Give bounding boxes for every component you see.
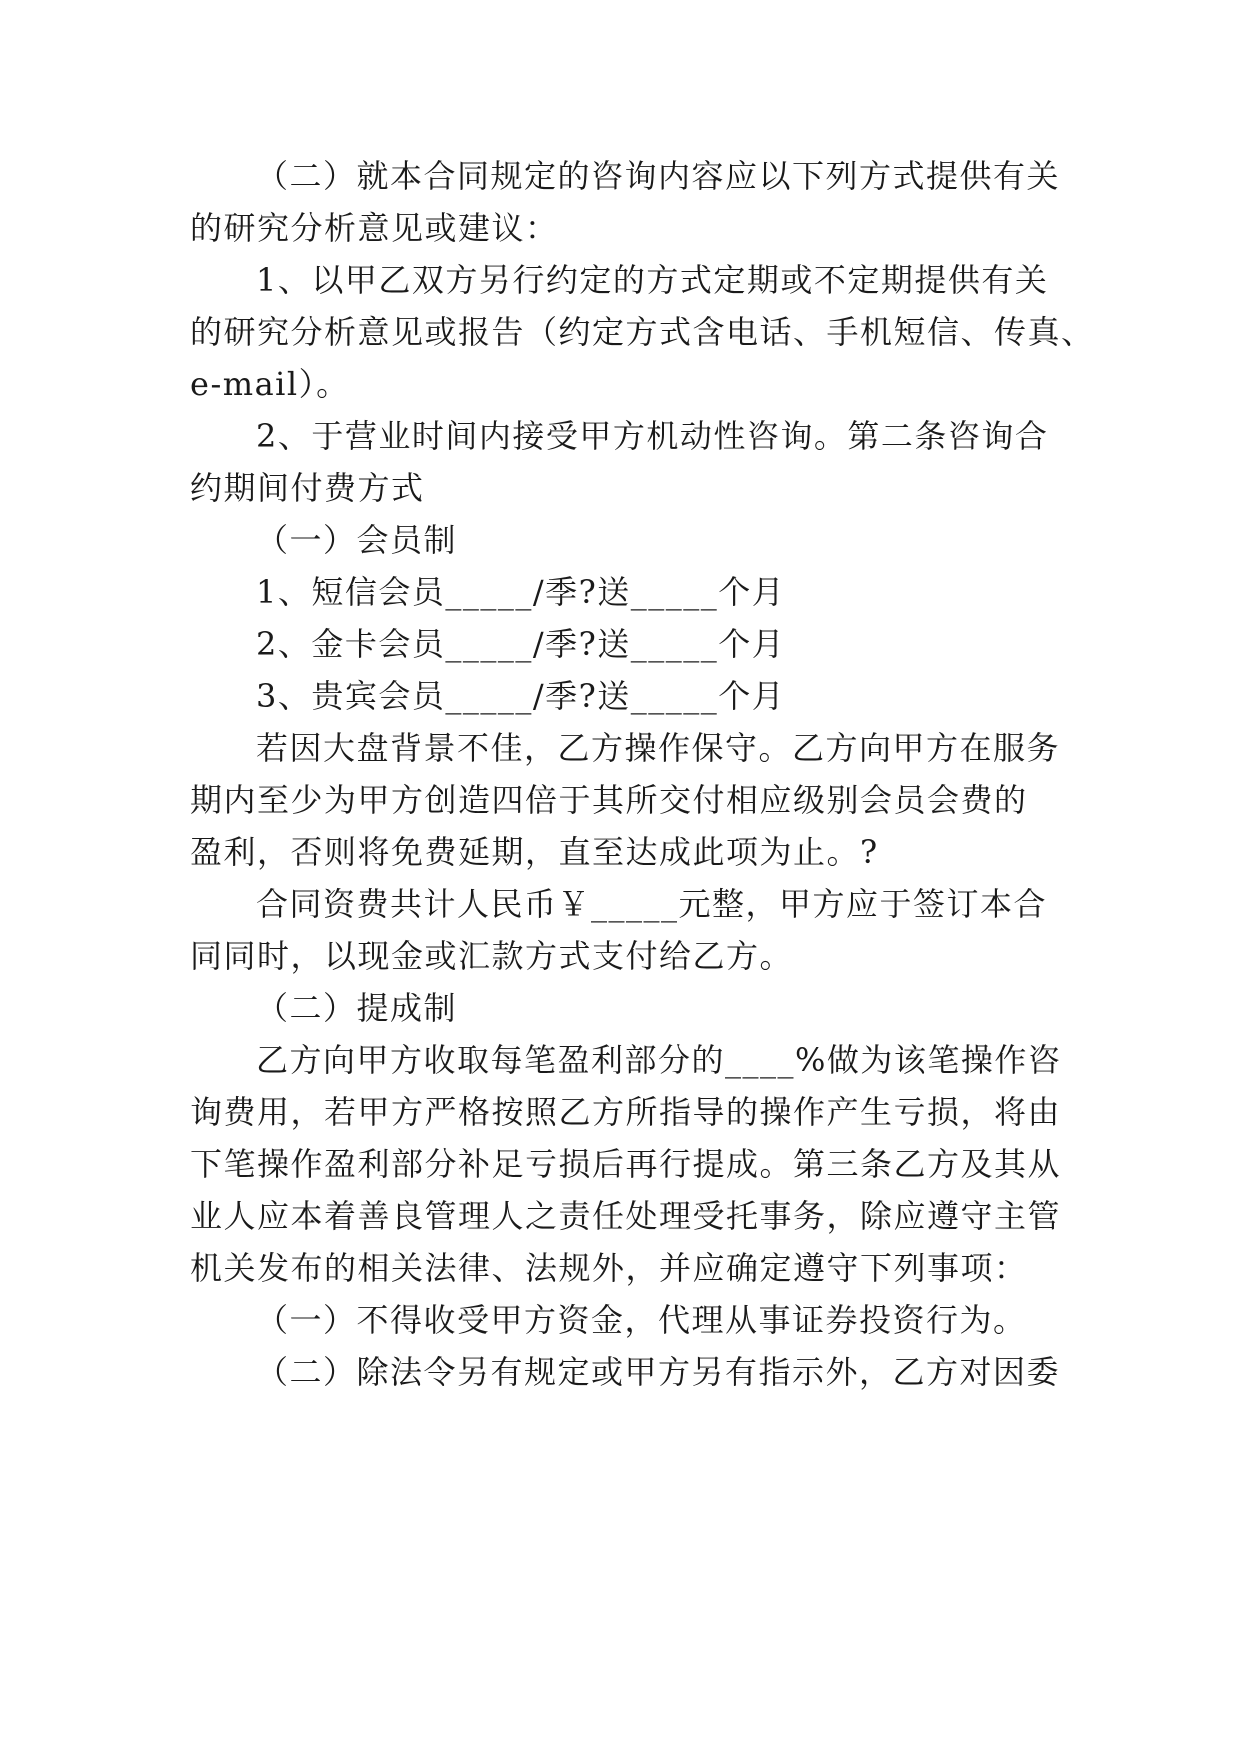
paragraph-line: 若因大盘背景不佳，乙方操作保守。乙方向甲方在服务 [256, 729, 1061, 767]
paragraph-line: 询费用，若甲方严格按照乙方所指导的操作产生亏损，将由 [190, 1093, 1062, 1131]
section-heading: （一）会员制 [256, 521, 458, 559]
list-item: 2、金卡会员_____/季?送_____个月 [256, 625, 786, 663]
list-item: 3、贵宾会员_____/季?送_____个月 [256, 677, 786, 715]
paragraph-line: 的研究分析意见或建议： [190, 209, 559, 247]
paragraph-line: （一）不得收受甲方资金，代理从事证券投资行为。 [256, 1301, 1027, 1339]
paragraph-line: （二）除法令另有规定或甲方另有指示外，乙方对因委 [256, 1353, 1061, 1391]
paragraph-line: 同同时，以现金或汇款方式支付给乙方。 [190, 937, 794, 975]
paragraph-line: （二）就本合同规定的咨询内容应以下列方式提供有关 [256, 157, 1061, 195]
paragraph-line: e-mail）。 [190, 365, 350, 403]
paragraph-line: 乙方向甲方收取每笔盈利部分的____%做为该笔操作咨 [256, 1041, 1062, 1079]
paragraph-line: 合同资费共计人民币￥_____元整，甲方应于签订本合 [256, 885, 1048, 923]
paragraph-line: 2、于营业时间内接受甲方机动性咨询。第二条咨询合 [256, 417, 1049, 455]
paragraph-line: 下笔操作盈利部分补足亏损后再行提成。第三条乙方及其从 [190, 1145, 1062, 1183]
paragraph-line: 业人应本着善良管理人之责任处理受托事务，除应遵守主管 [190, 1197, 1062, 1235]
paragraph-line: 的研究分析意见或报告（约定方式含电话、手机短信、传真、 [190, 313, 1095, 351]
paragraph-line: 盈利，否则将免费延期，直至达成此项为止。? [190, 833, 879, 871]
section-heading: （二）提成制 [256, 989, 458, 1027]
paragraph-line: 期内至少为甲方创造四倍于其所交付相应级别会员会费的 [190, 781, 1028, 819]
paragraph-line: 约期间付费方式 [190, 469, 425, 507]
paragraph-line: 机关发布的相关法律、法规外，并应确定遵守下列事项： [190, 1249, 1028, 1287]
paragraph-line: 1、以甲乙双方另行约定的方式定期或不定期提供有关 [256, 261, 1049, 299]
list-item: 1、短信会员_____/季?送_____个月 [256, 573, 786, 611]
